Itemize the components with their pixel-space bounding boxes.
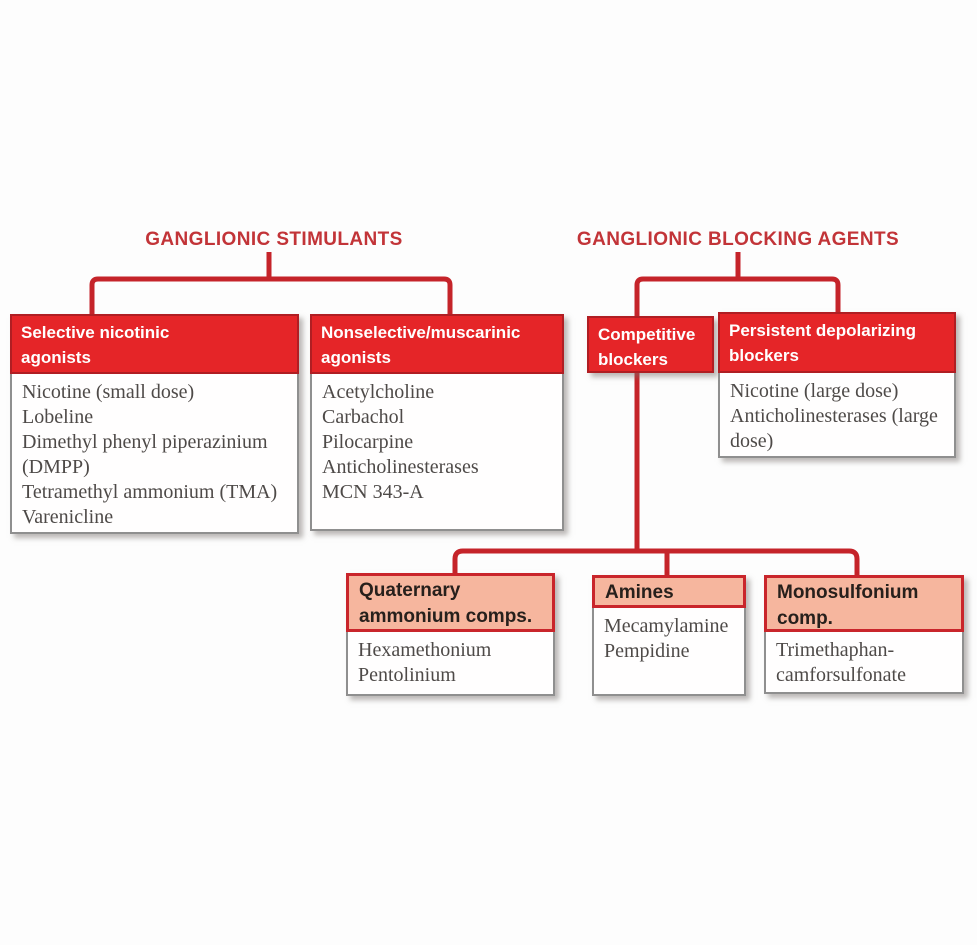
box-body	[764, 632, 964, 694]
box-body	[10, 374, 299, 534]
box-competitive-blockers	[587, 316, 714, 373]
box-header	[764, 575, 964, 632]
drug-item: Carbachol	[322, 406, 405, 428]
drug-item: Pilocarpine	[322, 431, 414, 453]
drug-item: MCN 343-A	[322, 481, 424, 503]
header-line: Selective nicotinic	[21, 323, 170, 342]
header-line: Persistent depolarizing	[729, 321, 917, 340]
drug-item: Nicotine (large dose)	[730, 380, 899, 402]
box-body	[718, 373, 956, 458]
drug-item: Anticholinesterases (large dose)	[730, 405, 938, 452]
box-header	[10, 314, 299, 374]
box-nonselective-muscarinic-agonists	[310, 314, 564, 531]
drug-item: Tetramethyl ammonium (TMA)	[22, 481, 278, 503]
drug-item: Nicotine (small dose)	[22, 381, 195, 403]
box-persistent-depolarizing-blockers	[718, 312, 956, 458]
header-line: blockers	[598, 350, 668, 369]
header-line: Competitive	[598, 325, 696, 344]
box-header	[346, 573, 555, 632]
title-ganglionic-blocking-agents: GANGLIONIC BLOCKING AGENTS	[576, 229, 900, 250]
box-header	[587, 316, 714, 373]
drug-item: Varenicline	[22, 506, 114, 528]
header-line: ammonium comps.	[359, 606, 533, 627]
box-body	[310, 374, 564, 531]
header-line: blockers	[729, 346, 799, 365]
drug-item: Pempidine	[604, 640, 690, 662]
box-body	[346, 632, 555, 696]
drug-item: Anticholinesterases	[322, 456, 479, 478]
box-amines	[592, 575, 746, 696]
header-line: Quaternary	[359, 580, 461, 601]
box-selective-nicotinic-agonists	[10, 314, 299, 534]
drug-item: Acetylcholine	[322, 381, 435, 403]
box-header	[310, 314, 564, 374]
title-ganglionic-stimulants: GANGLIONIC STIMULANTS	[145, 229, 403, 250]
drug-item: Trimethaphan-camforsulfonate	[776, 639, 906, 686]
box-header	[718, 312, 956, 373]
box-header	[592, 575, 746, 608]
drug-item: Hexamethonium	[358, 639, 492, 661]
header-line: agonists	[21, 348, 91, 367]
header-line: Monosulfonium	[777, 582, 919, 603]
box-quaternary-ammonium-compounds	[346, 573, 555, 696]
box-monosulfonium-compound	[764, 575, 964, 694]
header-line: agonists	[321, 348, 391, 367]
drug-item: Mecamylamine	[604, 615, 729, 637]
box-body	[592, 608, 746, 696]
drug-item: Lobeline	[22, 406, 94, 428]
header-line: Amines	[605, 582, 674, 603]
header-line: Nonselective/muscarinic	[321, 323, 521, 342]
drug-item: Pentolinium	[358, 664, 456, 686]
drug-item: Dimethyl phenyl piperazinium (DMPP)	[22, 431, 268, 478]
header-line: comp.	[777, 608, 833, 629]
